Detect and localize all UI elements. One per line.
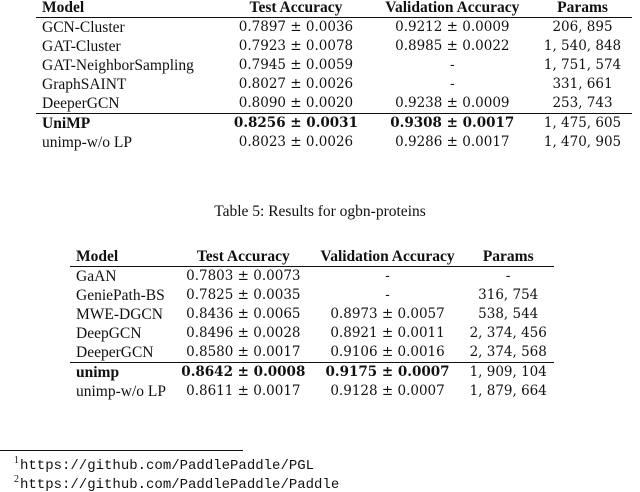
column-header: Validation Accuracy [313,247,463,267]
table-cell: MWE-DGCN [76,306,163,323]
table-cell: GaAN [76,268,117,285]
table-cell: 0.8921 ± 0.0011 [330,325,445,341]
column-header: Test Accuracy [220,0,371,18]
footnote-1: $^1$https://github.com/PaddlePaddle/PGL [14,455,315,474]
table-cell: unimp [70,363,174,383]
table-row [70,267,554,287]
table-cell: unimp-w/o LP [42,134,132,151]
table-cell: 1, 879, 664 [469,383,547,399]
table-cell: 0.8256 ± 0.0031 [220,114,371,134]
table-cell: - [450,76,455,92]
table-cell: 0.9106 ± 0.0016 [330,344,445,360]
table-cell: 0.9128 ± 0.0007 [330,383,445,399]
table-cell: - [450,57,455,73]
table-cell: 0.7803 ± 0.0073 [186,268,301,284]
table-cell: 0.7897 ± 0.0036 [238,19,354,35]
table-cell: DeeperGCN [76,344,154,361]
table-row [36,114,632,134]
table-cell: 0.8023 ± 0.0026 [238,134,354,150]
footnote-divider [0,450,243,451]
table-cell: DeeperGCN [42,95,120,112]
column-header: Model [36,0,220,18]
table-cell: 253, 743 [552,95,613,111]
table-cell: UniMP [36,114,220,134]
table-cell: 0.8496 ± 0.0028 [186,325,301,341]
results-table-proteins [70,247,554,401]
table-row [70,305,554,324]
table-header-row [36,0,632,18]
table-cell: 0.9308 ± 0.0017 [372,114,533,134]
table-cell: 0.8611 ± 0.0017 [186,383,301,399]
table-cell: 2, 374, 456 [469,325,547,341]
table-cell: 0.8027 ± 0.0026 [238,76,354,92]
table-cell: DeepGCN [76,325,142,342]
table-cell: GeniePath-BS [76,287,165,304]
table-cell: 0.8436 ± 0.0065 [186,306,301,322]
table-cell: 316, 754 [478,287,539,303]
table-cell: 0.9286 ± 0.0017 [395,134,510,150]
column-header: Test Accuracy [174,247,313,267]
table-cell: 538, 544 [478,306,539,322]
table-cell: unimp-w/o LP [76,383,166,400]
table-row [70,382,554,401]
table-cell: 1, 751, 574 [543,57,622,73]
column-header: Params [462,247,554,267]
table-cell: 331, 661 [552,76,613,92]
table-row [70,324,554,343]
table-cell: - [385,268,390,284]
table-cell: GAT-Cluster [42,38,121,55]
column-header: Model [70,247,174,267]
table-cell: 206, 895 [552,19,613,35]
table-cell: 1, 540, 848 [543,38,622,54]
table-row [70,363,554,383]
column-header: Params [533,0,632,18]
footnote-link[interactable]: https://github.com/PaddlePaddle/PGL [20,458,315,474]
table-cell: - [505,268,511,284]
table-cell: 0.7825 ± 0.0035 [186,287,301,303]
table-row [36,133,632,152]
table-row [36,37,632,56]
table-cell: 0.7923 ± 0.0078 [238,38,354,54]
results-table-top [36,0,632,152]
table-cell: 0.8973 ± 0.0057 [330,306,445,322]
column-header: Validation Accuracy [372,0,533,18]
table-row [36,94,632,114]
table-cell: 0.9212 ± 0.0009 [395,19,510,35]
footnote-2: $^2$https://github.com/PaddlePaddle/Paddle [14,474,340,492]
table-cell: 0.9175 ± 0.0007 [313,363,463,383]
table-cell: 1, 470, 905 [543,134,622,150]
table-cell: 0.8985 ± 0.0022 [395,38,510,54]
table-cell: GCN-Cluster [42,19,125,36]
table-cell: 0.8090 ± 0.0020 [238,95,354,111]
table-row [36,56,632,75]
table-row [36,18,632,38]
table-caption: Table 5: Results for ogbn-proteins [214,203,426,220]
footnote-link[interactable]: https://github.com/PaddlePaddle/Paddle [20,477,340,492]
table-cell: GraphSAINT [42,76,127,93]
table-cell: 1, 909, 104 [462,363,554,383]
table-cell: 0.9238 ± 0.0009 [395,95,510,111]
table-cell: 2, 374, 568 [469,344,547,360]
table-cell: 0.8642 ± 0.0008 [174,363,313,383]
table-cell: 0.8580 ± 0.0017 [186,344,301,360]
table-header-row [70,247,554,267]
table-row [70,286,554,305]
table-cell: 1, 475, 605 [533,114,632,134]
table-cell: 0.7945 ± 0.0059 [238,57,354,73]
table-row [70,343,554,363]
table-cell: - [385,287,390,303]
table-cell: GAT-NeighborSampling [42,57,194,74]
table-row [36,75,632,94]
